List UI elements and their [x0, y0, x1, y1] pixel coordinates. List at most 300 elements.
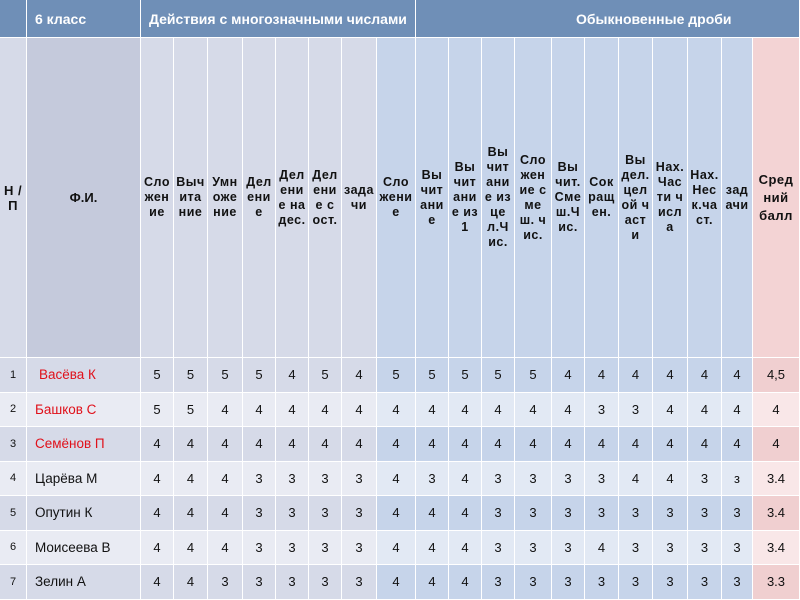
- grade-cell: [174, 427, 208, 462]
- grade-value: 3: [631, 539, 640, 555]
- grade-value: 3: [666, 539, 674, 555]
- grade-value: 3: [428, 470, 436, 486]
- grade-value: 4: [355, 367, 363, 383]
- grade-value: 3: [631, 574, 640, 590]
- grade-value: 4: [153, 539, 161, 555]
- column-label-15: Выдел.целой части: [621, 152, 650, 242]
- column-header-14: [585, 38, 619, 358]
- column-label-3: Умножение: [212, 175, 238, 219]
- grade-value: 4: [772, 401, 780, 417]
- grade-cell: [416, 531, 449, 566]
- grade-value: 3.4: [766, 505, 786, 521]
- grade-cell: [753, 496, 800, 531]
- grade-cell: [174, 565, 208, 600]
- grade-value: 5: [529, 367, 537, 383]
- student-name: Башков С: [35, 401, 97, 417]
- grade-value: 4: [666, 401, 674, 417]
- grade-value: 3: [288, 470, 296, 486]
- column-label-14: Сокращен.: [588, 175, 615, 219]
- grade-value: 3: [255, 505, 263, 521]
- grade-value: з: [734, 470, 740, 486]
- grade-value: 3: [321, 470, 329, 486]
- grade-value: 3: [597, 574, 606, 590]
- row-number: 7: [9, 575, 17, 588]
- grade-value: 4: [564, 436, 572, 452]
- grade-value: 4: [529, 436, 537, 452]
- student-name-cell: [27, 427, 141, 462]
- grade-cell: [276, 358, 309, 393]
- grade-value: 3: [631, 401, 640, 417]
- grade-cell: [449, 358, 482, 393]
- group-header-multi: [141, 0, 416, 38]
- column-label-17: Нах.Неск.част.: [690, 167, 719, 227]
- row-number-cell: [0, 531, 27, 566]
- grade-value: 3: [700, 470, 709, 486]
- grade-cell: [619, 496, 653, 531]
- grade-cell: [619, 427, 653, 462]
- grade-cell: [276, 393, 309, 428]
- grade-value: 4: [772, 436, 780, 452]
- grade-cell: [141, 358, 174, 393]
- grade-value: 4: [494, 401, 502, 417]
- grade-cell: [449, 393, 482, 428]
- grade-value: 3: [221, 574, 229, 590]
- grade-value: 3: [529, 574, 537, 590]
- row-number: 4: [9, 472, 17, 485]
- grade-value: 4: [221, 505, 229, 521]
- grade-cell: [342, 358, 377, 393]
- grade-cell: [722, 496, 753, 531]
- grade-cell: [552, 496, 585, 531]
- grade-value: 3: [355, 505, 363, 521]
- grade-value: 4: [461, 505, 469, 521]
- column-header-5: [276, 38, 309, 358]
- column-header-9: [416, 38, 449, 358]
- grade-value: 3: [733, 539, 741, 555]
- grade-cell: [141, 462, 174, 497]
- grade-value: 4: [186, 436, 195, 452]
- grade-cell: [416, 565, 449, 600]
- grade-cell: [653, 393, 688, 428]
- grade-cell: [342, 462, 377, 497]
- student-name: Опутин К: [35, 505, 93, 521]
- corner-cell: [0, 0, 27, 38]
- column-header-12: [515, 38, 552, 358]
- grade-value: 3: [494, 470, 502, 486]
- grade-value: 3: [494, 574, 502, 590]
- grade-cell: [309, 462, 342, 497]
- grade-cell: [753, 531, 800, 566]
- grade-value: 3: [597, 505, 606, 521]
- grade-cell: [416, 427, 449, 462]
- grade-value: 5: [321, 367, 329, 383]
- grade-cell: [585, 427, 619, 462]
- grade-value: 4: [700, 436, 709, 452]
- grade-value: 4: [288, 401, 296, 417]
- grade-cell: [585, 496, 619, 531]
- grade-value: 4: [461, 470, 469, 486]
- grade-value: 3: [631, 505, 640, 521]
- grade-value: 4: [221, 436, 229, 452]
- grade-cell: [174, 531, 208, 566]
- grade-cell: [208, 462, 243, 497]
- grade-cell: [585, 565, 619, 600]
- grade-cell: [753, 427, 800, 462]
- grade-cell: [552, 427, 585, 462]
- column-header-2: [174, 38, 208, 358]
- student-name: Семёнов П: [35, 436, 105, 452]
- grade-cell: [174, 358, 208, 393]
- row-number: 1: [9, 368, 17, 381]
- grade-value: 3: [355, 470, 363, 486]
- column-header-10: [449, 38, 482, 358]
- column-header-13: [552, 38, 585, 358]
- grade-value: 4: [428, 574, 436, 590]
- grade-value: 4: [564, 401, 572, 417]
- grade-value: 4: [428, 505, 436, 521]
- grade-value: 3: [321, 574, 329, 590]
- grade-cell: [688, 358, 722, 393]
- name-header: [27, 38, 141, 358]
- grade-cell: [482, 565, 515, 600]
- grade-value: 4: [321, 436, 329, 452]
- student-name: Царёва М: [35, 470, 98, 486]
- grade-value: 3: [494, 505, 502, 521]
- grade-cell: [722, 427, 753, 462]
- grade-cell: [243, 565, 276, 600]
- grade-cell: [243, 358, 276, 393]
- grade-value: 4: [288, 436, 296, 452]
- grade-value: 4: [461, 401, 469, 417]
- grade-cell: [653, 358, 688, 393]
- grade-value: 3: [666, 505, 674, 521]
- grade-cell: [377, 427, 416, 462]
- grade-value: 3.4: [766, 470, 786, 486]
- column-label-1: Сложение: [144, 175, 170, 219]
- grade-cell: [552, 358, 585, 393]
- grade-value: 3: [564, 539, 572, 555]
- column-label-10: Вычитание из 1: [451, 160, 479, 234]
- grade-cell: [482, 427, 515, 462]
- grade-value: 3: [288, 574, 296, 590]
- grade-cell: [482, 358, 515, 393]
- column-label-18: задачи: [725, 182, 749, 212]
- grade-value: 4: [494, 436, 502, 452]
- grade-value: 4: [221, 539, 229, 555]
- grade-cell: [722, 393, 753, 428]
- grade-value: 4: [597, 539, 606, 555]
- grade-cell: [552, 462, 585, 497]
- grade-value: 3: [700, 505, 709, 521]
- column-header-3: [208, 38, 243, 358]
- grade-cell: [342, 496, 377, 531]
- grade-value: 4: [428, 539, 436, 555]
- grade-cell: [416, 462, 449, 497]
- row-number: 2: [9, 403, 17, 416]
- grade-cell: [243, 393, 276, 428]
- column-label-11: Вычитание из цел.Чис.: [484, 145, 512, 249]
- grade-cell: [141, 427, 174, 462]
- grade-value: 4: [461, 436, 469, 452]
- column-header-8: [377, 38, 416, 358]
- grade-cell: [653, 565, 688, 600]
- grade-value: 4: [255, 401, 263, 417]
- grade-value: 3: [564, 505, 572, 521]
- name-label: Ф.И.: [69, 190, 98, 205]
- grade-value: 4: [392, 436, 400, 452]
- student-name: Васёва К: [39, 367, 96, 383]
- grade-value: 3: [355, 539, 363, 555]
- column-label-13: Вычит.Смеш.Чис.: [554, 160, 582, 234]
- column-label-6: Деление с ост.: [312, 167, 338, 227]
- grade-cell: [141, 496, 174, 531]
- grade-value: 4: [597, 436, 606, 452]
- row-number-cell: [0, 427, 27, 462]
- grade-value: 5: [494, 367, 502, 383]
- grade-cell: [243, 496, 276, 531]
- group-header-fractions: [416, 0, 800, 38]
- row-number-cell: [0, 462, 27, 497]
- grade-cell: [653, 496, 688, 531]
- grade-cell: [515, 462, 552, 497]
- grade-cell: [208, 427, 243, 462]
- grade-cell: [552, 393, 585, 428]
- column-header-16: [653, 38, 688, 358]
- grade-cell: [585, 531, 619, 566]
- grade-value: 4: [631, 436, 640, 452]
- grade-value: 4: [666, 436, 674, 452]
- grade-value: 4: [392, 505, 400, 521]
- grade-cell: [208, 496, 243, 531]
- grade-cell: [619, 531, 653, 566]
- grade-cell: [276, 462, 309, 497]
- grade-cell: [653, 531, 688, 566]
- grade-cell: [619, 393, 653, 428]
- grade-value: 4: [428, 436, 436, 452]
- grade-cell: [688, 462, 722, 497]
- column-header-4: [243, 38, 276, 358]
- grade-value: 5: [186, 401, 195, 417]
- grade-cell: [482, 496, 515, 531]
- grade-cell: [276, 427, 309, 462]
- grade-cell: [482, 531, 515, 566]
- grade-value: 3: [597, 401, 606, 417]
- grade-value: 3: [255, 574, 263, 590]
- grade-cell: [449, 427, 482, 462]
- column-header-18: [722, 38, 753, 358]
- grade-cell: [416, 393, 449, 428]
- grade-cell: [482, 393, 515, 428]
- grade-cell: [585, 462, 619, 497]
- grade-value: 4: [733, 367, 741, 383]
- column-header-6: [309, 38, 342, 358]
- grade-cell: [141, 393, 174, 428]
- grade-value: 4: [153, 574, 161, 590]
- grade-value: 4: [666, 367, 674, 383]
- grade-cell: [243, 427, 276, 462]
- grade-cell: [174, 393, 208, 428]
- grade-cell: [243, 531, 276, 566]
- grade-cell: [449, 462, 482, 497]
- grade-value: 4: [186, 574, 195, 590]
- grade-value: 5: [186, 367, 195, 383]
- grade-value: 5: [255, 367, 263, 383]
- grade-value: 3: [564, 574, 572, 590]
- grade-value: 4: [392, 539, 400, 555]
- grade-cell: [722, 565, 753, 600]
- column-label-16: Нах.Части числа: [655, 160, 685, 234]
- grade-value: 4: [255, 436, 263, 452]
- row-number: 5: [9, 506, 17, 519]
- grade-value: 4: [355, 401, 363, 417]
- grade-value: 3.3: [766, 574, 786, 590]
- grade-cell: [449, 496, 482, 531]
- grade-value: 4: [631, 470, 640, 486]
- student-name-cell: [27, 565, 141, 600]
- student-name-cell: [27, 358, 141, 393]
- grade-cell: [653, 427, 688, 462]
- grade-value: 4: [392, 574, 400, 590]
- grade-cell: [377, 496, 416, 531]
- grade-cell: [619, 462, 653, 497]
- student-name: Моисеева В: [35, 539, 111, 555]
- grade-value: 3: [355, 574, 363, 590]
- grade-value: 5: [461, 367, 469, 383]
- grade-cell: [753, 462, 800, 497]
- grade-cell: [377, 531, 416, 566]
- grade-cell: [309, 565, 342, 600]
- student-name-cell: [27, 462, 141, 497]
- grade-value: 3: [564, 470, 572, 486]
- grade-value: 4: [597, 367, 606, 383]
- grade-value: 4: [529, 401, 537, 417]
- grade-cell: [377, 565, 416, 600]
- grade-value: 4: [700, 401, 709, 417]
- grade-cell: [309, 358, 342, 393]
- column-header-11: [482, 38, 515, 358]
- column-label-19: Средний балл: [758, 171, 794, 223]
- column-header-19: [753, 38, 800, 358]
- grade-value: 3.4: [766, 539, 786, 555]
- grade-cell: [141, 531, 174, 566]
- column-label-5: Деление на дес.: [278, 167, 306, 227]
- group-title-fractions: Обыкновенные дроби: [576, 10, 732, 27]
- column-label-8: Сложение: [379, 175, 413, 219]
- row-number: 6: [9, 541, 17, 554]
- column-label-2: Вычитание: [176, 175, 205, 219]
- row-number: 3: [9, 437, 17, 450]
- grade-value: 4: [733, 401, 741, 417]
- grade-value: 4: [153, 505, 161, 521]
- group-title-multi: Действия с многозначными числами: [149, 10, 407, 27]
- grade-cell: [653, 462, 688, 497]
- row-number-cell: [0, 496, 27, 531]
- grade-cell: [208, 531, 243, 566]
- grade-value: 4: [221, 470, 229, 486]
- grade-cell: [141, 565, 174, 600]
- grade-cell: [416, 358, 449, 393]
- grade-value: 3: [255, 470, 263, 486]
- grade-cell: [482, 462, 515, 497]
- grade-value: 4: [153, 436, 161, 452]
- grade-value: 4: [392, 470, 400, 486]
- grade-cell: [309, 393, 342, 428]
- column-label-4: Деление: [246, 175, 272, 219]
- grade-cell: [515, 565, 552, 600]
- grade-cell: [619, 565, 653, 600]
- class-label: 6 класс: [35, 10, 87, 27]
- grade-value: 3: [494, 539, 502, 555]
- grade-value: 4: [733, 436, 741, 452]
- grade-cell: [342, 427, 377, 462]
- grade-cell: [722, 358, 753, 393]
- grade-cell: [585, 358, 619, 393]
- student-name-cell: [27, 393, 141, 428]
- grade-cell: [722, 531, 753, 566]
- grade-value: 3: [529, 539, 537, 555]
- column-header-1: [141, 38, 174, 358]
- grade-cell: [276, 565, 309, 600]
- grade-value: 3: [733, 574, 741, 590]
- grade-cell: [515, 531, 552, 566]
- grade-value: 3: [288, 539, 296, 555]
- grade-value: 5: [153, 401, 161, 417]
- grade-cell: [342, 565, 377, 600]
- grade-cell: [377, 462, 416, 497]
- grade-value: 3: [255, 539, 263, 555]
- grade-cell: [208, 565, 243, 600]
- grade-cell: [174, 496, 208, 531]
- grade-cell: [753, 565, 800, 600]
- grade-cell: [449, 565, 482, 600]
- grade-cell: [449, 531, 482, 566]
- grade-cell: [585, 393, 619, 428]
- grade-cell: [688, 427, 722, 462]
- grade-cell: [688, 496, 722, 531]
- student-name: Зелин А: [35, 574, 86, 590]
- grade-value: 4: [461, 539, 469, 555]
- grade-cell: [515, 496, 552, 531]
- grade-cell: [753, 393, 800, 428]
- student-name-cell: [27, 496, 141, 531]
- row-number-cell: [0, 565, 27, 600]
- grade-value: 4: [321, 401, 329, 417]
- grade-cell: [753, 358, 800, 393]
- grade-cell: [309, 496, 342, 531]
- grade-value: 3: [700, 574, 709, 590]
- grade-cell: [515, 393, 552, 428]
- grade-value: 4: [428, 401, 436, 417]
- grade-cell: [377, 358, 416, 393]
- grade-cell: [722, 462, 753, 497]
- grade-value: 3: [288, 505, 296, 521]
- grade-value: 4: [461, 574, 469, 590]
- student-name-cell: [27, 531, 141, 566]
- grade-cell: [276, 496, 309, 531]
- column-label-9: Вычитание: [420, 167, 444, 227]
- grade-value: 5: [153, 367, 161, 383]
- grade-value: 3: [597, 470, 606, 486]
- grade-value: 4: [631, 367, 640, 383]
- grade-value: 5: [428, 367, 436, 383]
- grade-value: 3: [321, 539, 329, 555]
- grade-value: 5: [392, 367, 400, 383]
- grade-cell: [208, 358, 243, 393]
- grade-value: 3: [529, 505, 537, 521]
- grade-value: 3: [733, 505, 741, 521]
- grade-value: 4: [564, 367, 572, 383]
- grade-value: 4: [153, 470, 161, 486]
